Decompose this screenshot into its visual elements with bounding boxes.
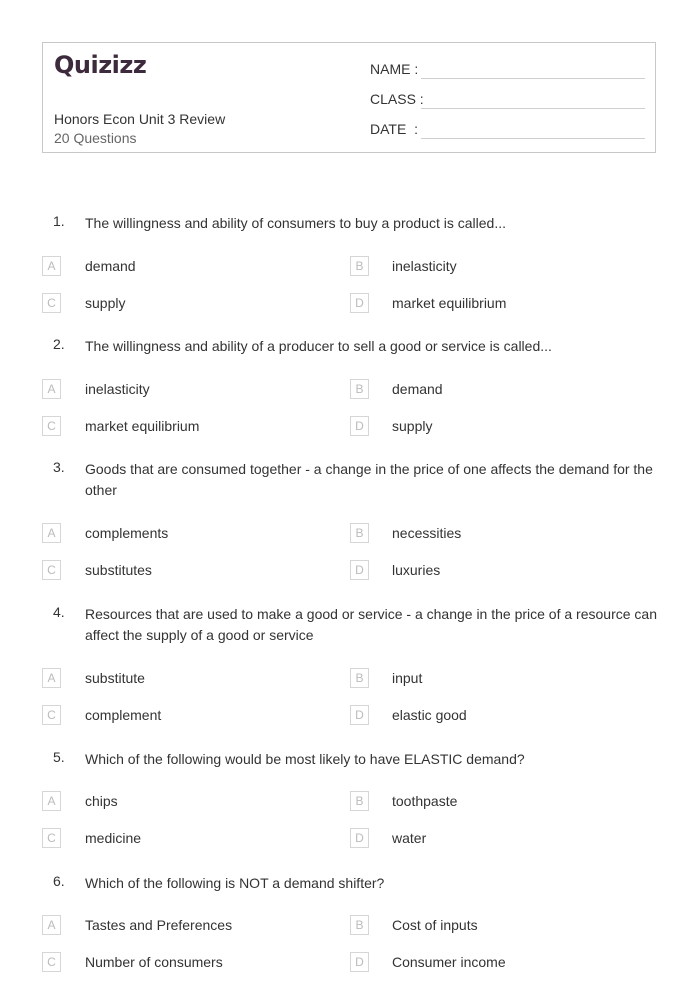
question-number: 4.	[53, 604, 65, 620]
option-text-d[interactable]: water	[392, 830, 427, 846]
option-text-d[interactable]: elastic good	[392, 707, 467, 723]
option-text-d[interactable]: market equilibrium	[392, 295, 507, 311]
option-text-b[interactable]: Cost of inputs	[392, 917, 478, 933]
class-field[interactable]	[370, 91, 424, 107]
question-number: 2.	[53, 336, 65, 352]
date-label: DATE :	[370, 121, 418, 137]
option-letter-d[interactable]: D	[350, 828, 369, 848]
quizizz-logo: Quizizz	[54, 51, 147, 79]
option-text-a[interactable]: inelasticity	[85, 381, 150, 397]
name-label: NAME :	[370, 61, 419, 77]
option-text-b[interactable]: inelasticity	[392, 258, 457, 274]
worksheet-header	[42, 42, 656, 153]
option-text-c[interactable]: substitutes	[85, 562, 152, 578]
name-line	[421, 78, 645, 79]
question-number: 6.	[53, 873, 65, 889]
option-letter-c[interactable]: C	[42, 828, 61, 848]
option-letter-b[interactable]: B	[350, 668, 369, 688]
option-text-c[interactable]: supply	[85, 295, 126, 311]
option-letter-b[interactable]: B	[350, 379, 369, 399]
option-letter-d[interactable]: D	[350, 416, 369, 436]
option-letter-a[interactable]: A	[42, 791, 61, 811]
option-text-d[interactable]: luxuries	[392, 562, 441, 578]
option-letter-b[interactable]: B	[350, 256, 369, 276]
option-text-c[interactable]: market equilibrium	[85, 418, 200, 434]
question-text: Resources that are used to make a good or service - a change in the price of a resource can affect the supply of a good or service	[85, 606, 657, 643]
option-letter-a[interactable]: A	[42, 915, 61, 935]
date-field[interactable]	[370, 121, 418, 137]
option-text-b[interactable]: input	[392, 670, 423, 686]
question-text: The willingness and ability of a producer to sell a good or service is called...	[85, 338, 552, 354]
option-letter-b[interactable]: B	[350, 915, 369, 935]
option-text-d[interactable]: supply	[392, 418, 433, 434]
option-text-c[interactable]: medicine	[85, 830, 142, 846]
option-letter-b[interactable]: B	[350, 791, 369, 811]
date-line	[421, 138, 645, 139]
option-text-b[interactable]: necessities	[392, 525, 462, 541]
option-letter-c[interactable]: C	[42, 416, 61, 436]
option-text-c[interactable]: complement	[85, 707, 162, 723]
option-text-b[interactable]: toothpaste	[392, 793, 458, 809]
option-letter-d[interactable]: D	[350, 560, 369, 580]
option-letter-c[interactable]: C	[42, 705, 61, 725]
option-letter-c[interactable]: C	[42, 293, 61, 313]
question-text: The willingness and ability of consumers to buy a product is called...	[85, 215, 506, 231]
option-letter-b[interactable]: B	[350, 523, 369, 543]
option-text-d[interactable]: Consumer income	[392, 954, 506, 970]
class-label: CLASS :	[370, 91, 424, 107]
option-text-a[interactable]: chips	[85, 793, 118, 809]
option-text-a[interactable]: demand	[85, 258, 136, 274]
option-letter-d[interactable]: D	[350, 952, 369, 972]
question-number: 3.	[53, 459, 65, 475]
question-number: 1.	[53, 213, 65, 229]
option-letter-d[interactable]: D	[350, 293, 369, 313]
worksheet-title: Honors Econ Unit 3 Review	[54, 111, 226, 127]
class-line	[421, 108, 645, 109]
option-letter-a[interactable]: A	[42, 523, 61, 543]
option-letter-a[interactable]: A	[42, 256, 61, 276]
name-field[interactable]	[370, 61, 418, 77]
option-text-c[interactable]: Number of consumers	[85, 954, 223, 970]
question-text: Which of the following would be most likely to have ELASTIC demand?	[85, 751, 525, 767]
question-text: Goods that are consumed together - a change in the price of one affects the demand for the other	[85, 461, 653, 498]
option-text-b[interactable]: demand	[392, 381, 443, 397]
question-count: 20 Questions	[54, 130, 137, 146]
option-text-a[interactable]: Tastes and Preferences	[85, 917, 233, 933]
option-letter-c[interactable]: C	[42, 560, 61, 580]
option-letter-a[interactable]: A	[42, 379, 61, 399]
option-letter-c[interactable]: C	[42, 952, 61, 972]
question-number: 5.	[53, 749, 65, 765]
option-text-a[interactable]: substitute	[85, 670, 145, 686]
option-text-a[interactable]: complements	[85, 525, 169, 541]
option-letter-d[interactable]: D	[350, 705, 369, 725]
option-letter-a[interactable]: A	[42, 668, 61, 688]
question-text: Which of the following is NOT a demand shifter?	[85, 875, 385, 891]
